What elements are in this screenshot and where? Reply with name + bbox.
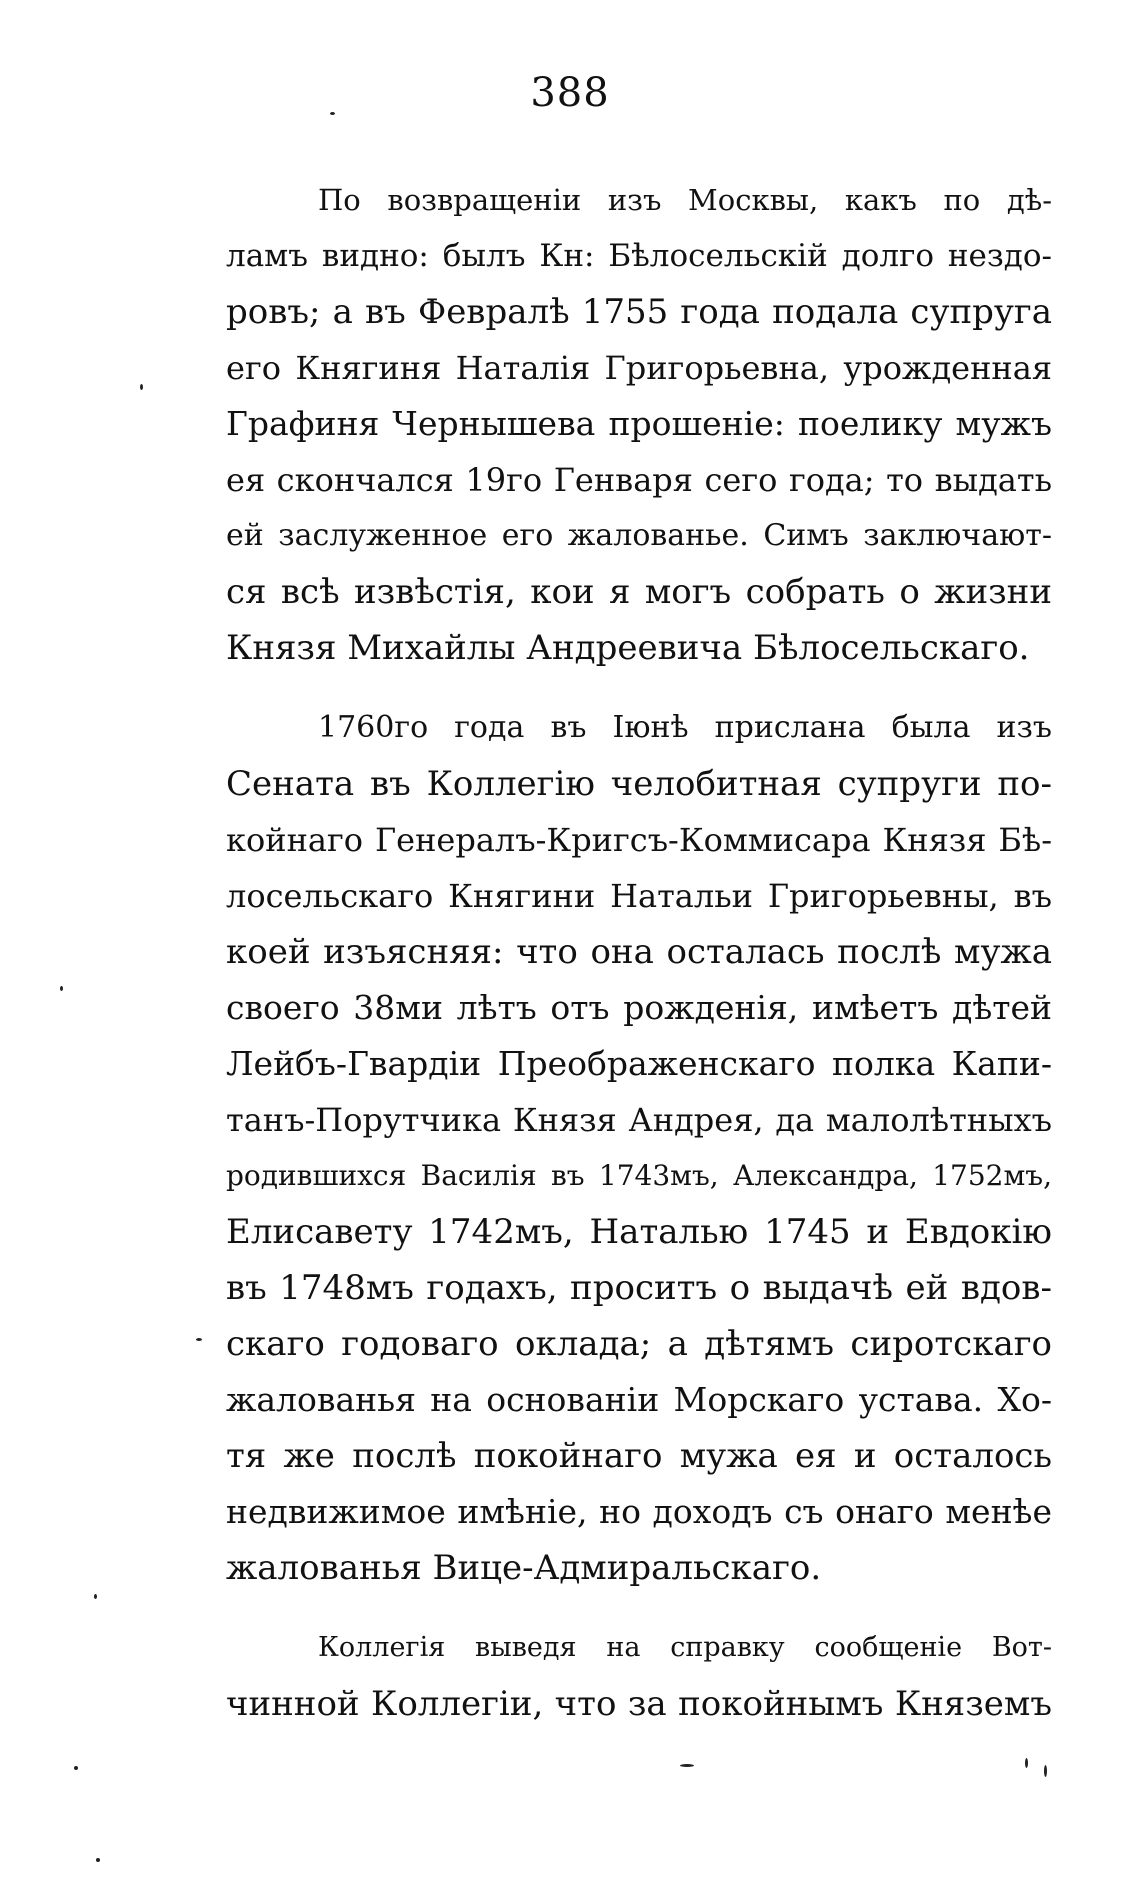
text-line: въ 1748мъ годахъ, проситъ о выдачѣ ей вдов- — [226, 1268, 1052, 1308]
text-line: лосельскаго Княгини Натальи Григорьевны, въ — [226, 877, 1052, 915]
text-line: ея скончался 19го Генваря сего года; то выдать — [226, 461, 1052, 499]
text-line: чинной Коллегіи, что за покойнымъ Княземъ — [226, 1684, 1052, 1724]
text-line: Графиня Чернышева прошеніе: поелику мужъ — [226, 404, 1052, 443]
text-line: Лейбъ-Гвардіи Преображенскаго полка Капи- — [226, 1044, 1052, 1083]
text-line: коей изъясняя: что она осталась послѣ мужа — [226, 932, 1052, 972]
text-line: ламъ видно: былъ Кн: Бѣлосельскій долго нездо- — [226, 238, 1052, 274]
scan-speck — [74, 1766, 78, 1770]
scan-speck — [96, 1858, 100, 1862]
text-line: Елисавету 1742мъ, Наталью 1745 и Евдокію — [226, 1212, 1052, 1252]
paragraph — [226, 172, 1052, 676]
text-line: Князя Михайлы Андреевича Бѣлосельскаго. — [226, 628, 1030, 668]
text-line: ей заслуженное его жалованье. Симъ заключают- — [226, 518, 1052, 553]
body-text — [226, 172, 1052, 1732]
scan-speck — [1044, 1765, 1047, 1777]
text-line: жалованья Вице-Адмиральскаго. — [226, 1548, 822, 1588]
scan-speck — [94, 1594, 97, 1599]
text-line: танъ-Порутчика Князя Андрея, да малолѣтныхъ — [226, 1101, 1052, 1139]
text-line: ся всѣ извѣстія, кои я могъ собрать о жизни — [226, 572, 1052, 612]
text-line: 1760го года въ Іюнѣ прислана была изъ — [318, 710, 1052, 745]
scan-speck — [1025, 1758, 1028, 1768]
page-number: 388 — [530, 70, 610, 116]
scan-speck — [196, 1338, 202, 1341]
paragraph — [226, 1620, 1052, 1732]
paragraph-gap — [226, 1596, 1052, 1620]
text-line: ровъ; а въ Февралѣ 1755 года подала супруга — [226, 292, 1052, 332]
text-line: По возвращеніи изъ Москвы, какъ по дѣ- — [318, 183, 1052, 217]
paragraph — [226, 700, 1052, 1596]
text-line: скаго годоваго оклада; а дѣтямъ сиротскаго — [226, 1324, 1052, 1364]
scan-speck — [330, 112, 335, 115]
scan-speck — [680, 1764, 694, 1767]
text-line: жалованья на основаніи Морскаго устава. Хо- — [226, 1380, 1052, 1419]
text-line: Коллегія выведя на справку сообщеніе Вот- — [318, 1632, 1052, 1663]
text-line: Сената въ Коллегію челобитная супруги по- — [226, 764, 1052, 804]
text-line: недвижимое имѣніе, но доходъ съ онаго менѣе — [226, 1492, 1052, 1531]
scan-speck — [60, 986, 63, 991]
text-line: койнаго Генералъ-Кригсъ-Коммисара Князя Бѣ- — [226, 821, 1052, 859]
text-line: его Княгиня Наталія Григорьевна, урожденная — [226, 349, 1052, 387]
text-line: своего 38ми лѣтъ отъ рожденія, имѣетъ дѣтей — [226, 988, 1052, 1027]
text-line: тя же послѣ покойнаго мужа ея и осталось — [226, 1436, 1052, 1476]
text-line: родившихся Василія въ 1743мъ, Александра, 1752мъ, — [226, 1159, 1052, 1192]
scan-speck — [140, 384, 143, 390]
paragraph-gap — [226, 676, 1052, 700]
